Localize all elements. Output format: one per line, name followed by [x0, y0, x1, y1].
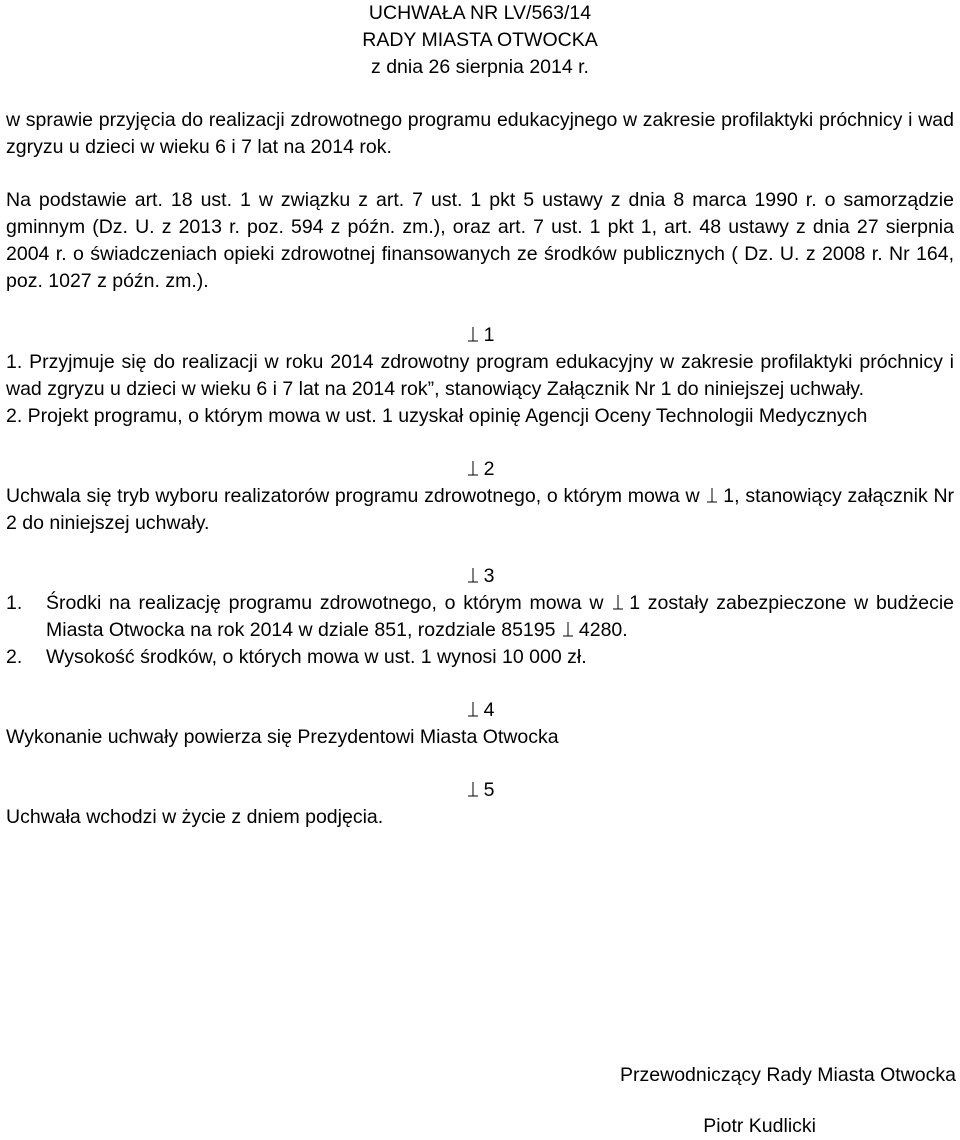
section-sign-icon	[611, 594, 625, 610]
section-1-item-2: 2. Projekt programu, o którym mowa w ust. 1 uzyskał opinię Agencji Oceny Technologii Medycznych	[6, 405, 868, 427]
section-4-text: Wykonanie uchwały powierza się Prezydentowi Miasta Otwocka	[6, 726, 559, 748]
section-heading-4	[6, 697, 954, 724]
resolution-document	[6, 0, 954, 831]
legal-basis: Na podstawie art. 18 ust. 1 w związku z art. 7 ust. 1 pkt 5 ustawy z dnia 8 marca 1990 r. o samorządzie gminnym (Dz. U. z 2013 r. poz. 594 z późn. zm.), oraz art. 7 ust. 1 pkt 1, art. 48 ustawy z dnia 27 sierpnia 2004 r. o świadczeniach opieki zdrowotnej finansowanych ze środków publicznych ( Dz. U. z 2008 r. Nr 164, poz. 1027 z późn. zm.).	[6, 189, 954, 292]
section-heading-3	[6, 563, 954, 590]
section-number: 3	[483, 565, 495, 587]
section-number: 2	[483, 458, 495, 480]
section-sign-icon	[466, 701, 480, 717]
resolution-topic: w sprawie przyjęcia do realizacji zdrowotnego programu edukacyjnego w zakresie profilaktyki próchnicy i wad zgryzu u dzieci w wieku 6 i 7 lat na 2014 rok.	[6, 109, 954, 158]
section-sign-icon	[466, 567, 480, 583]
section-sign-icon	[466, 460, 480, 476]
signatory-name: Piotr Kudlicki	[703, 1115, 816, 1137]
section-sign-icon	[466, 781, 480, 797]
section-heading-1	[6, 322, 954, 349]
section-heading-2	[6, 456, 954, 483]
section-1-item-1: 1. Przyjmuje się do realizacji w roku 2014 zdrowotny program edukacyjny w zakresie profilaktyki próchnicy i wad zgryzu u dzieci w wieku 6 i 7 lat na 2014 rok”, stanowiący Załącznik Nr 1 do niniejszej uchwały.	[6, 351, 954, 400]
section-5-text: Uchwała wchodzi w życie z dniem podjęcia.	[6, 806, 384, 828]
section-sign-icon	[705, 487, 719, 503]
section-3-item-1: 1. Środki na realizację programu zdrowotnego, o którym mowa w 1 zostały zabezpieczone w budżecie Miasta Otwocka na rok 2014 w dziale 851, rozdziale 85195 4280.	[6, 592, 955, 641]
section-3-item-2: 2. Wysokość środków, o których mowa w ust. 1 wynosi 10 000 zł.	[6, 646, 587, 668]
section-sign-icon	[561, 621, 575, 637]
section-number: 4	[483, 699, 495, 721]
section-heading-5	[6, 777, 954, 804]
signature-block	[620, 1062, 956, 1140]
section-sign-icon	[466, 326, 480, 342]
section-number: 1	[483, 324, 495, 346]
section-number: 5	[483, 779, 495, 801]
section-2-text: Uchwala się tryb wyboru realizatorów programu zdrowotnego, o którym mowa w 1, stanowiący załącznik Nr 2 do niniejszej uchwały.	[6, 485, 955, 534]
council-name: RADY MIASTA OTWOCKA	[362, 29, 598, 51]
signatory-title: Przewodniczący Rady Miasta Otwocka	[620, 1064, 956, 1086]
resolution-date: z dnia 26 sierpnia 2014 r.	[371, 56, 589, 78]
resolution-number: UCHWAŁA NR LV/563/14	[368, 2, 592, 24]
document-header	[6, 0, 954, 81]
